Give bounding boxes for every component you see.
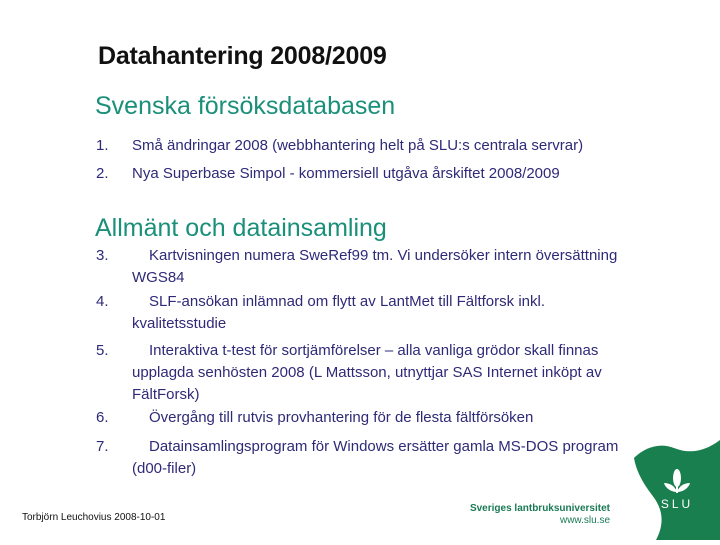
item-text: Datainsamlingsprogram för Windows ersätter gamla MS-DOS program (d00-filer) [132, 438, 619, 477]
item-number: 3. [96, 247, 109, 264]
item-number: 7. [96, 438, 109, 455]
item-text: Små ändringar 2008 (webbhantering helt på SLU:s centrala servrar) [132, 137, 584, 154]
item-text: Kartvisningen numera SweRef99 tm. Vi undersöker intern översättning WGS84 [132, 247, 618, 286]
item-number: 6. [96, 409, 109, 426]
item-text: Nya Superbase Simpol - kommersiell utgåva årskiftet 2008/2009 [132, 165, 560, 182]
item-number: 2. [96, 165, 109, 182]
item-number: 4. [96, 293, 109, 310]
section-heading-database: Svenska försöksdatabasen [95, 92, 396, 120]
item-text: Övergång till rutvis provhantering för de flesta fältförsöken [149, 409, 534, 426]
item-text: SLF-ansökan inlämnad om flytt av LantMet till Fältforsk inkl. kvalitetsstudie [132, 293, 545, 332]
item-number: 5. [96, 342, 109, 359]
org-url: www.slu.se [559, 515, 610, 526]
slu-logo [634, 440, 720, 540]
section-heading-general: Allmänt och datainsamling [95, 214, 387, 242]
slide-title: Datahantering 2008/2009 [98, 42, 387, 70]
item-number: 1. [96, 137, 109, 154]
author-date: Torbjörn Leuchovius 2008-10-01 [22, 512, 166, 523]
org-name: Sveriges lantbruksuniversitet [469, 503, 610, 514]
svg-text:SLU: SLU [660, 497, 694, 511]
item-text: Interaktiva t-test för sortjämförelser – alla vanliga grödor skall finnas upplagda senhösten 2008 (L Mattsson, utnyttjar SAS Internet inköpt av FältForsk) [132, 342, 602, 403]
